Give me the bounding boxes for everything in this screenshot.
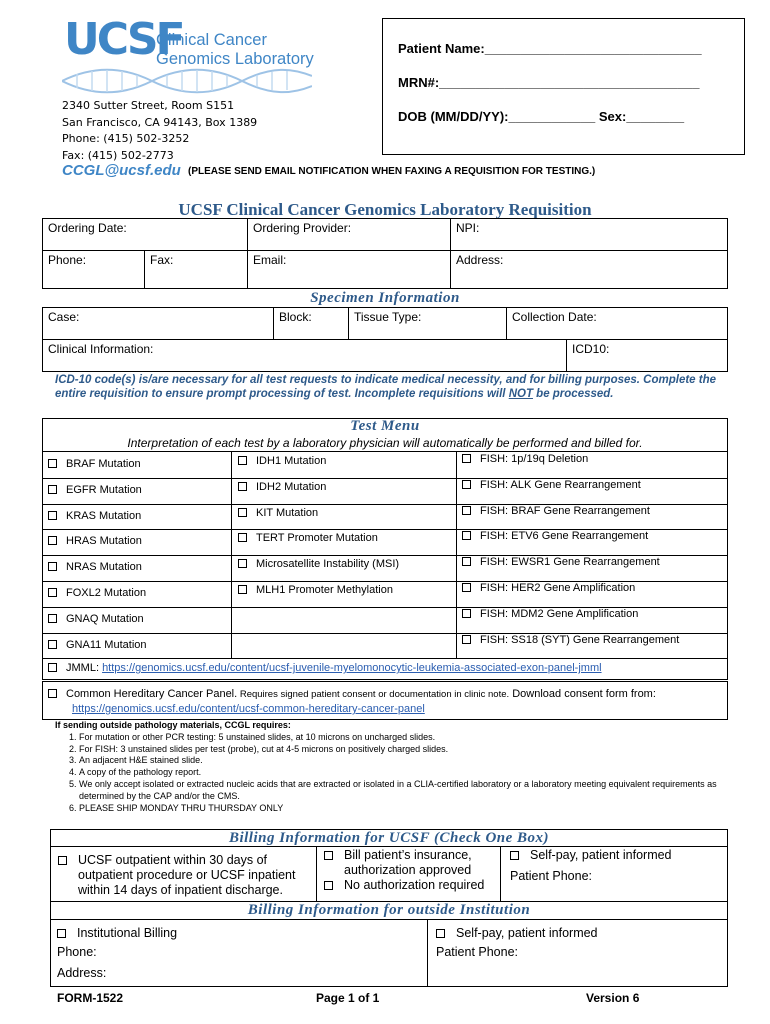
test-label: Microsatellite Instability (MSI)	[256, 558, 400, 570]
collection-date-label: Collection Date:	[512, 310, 597, 324]
lab-address	[62, 98, 257, 164]
hereditary-download: Download consent form from:	[509, 688, 656, 700]
jmml-link[interactable]: https://genomics.ucsf.edu/content/ucsf-juvenile-myelomonocytic-leukemia-associated-exon-panel-jmml	[102, 662, 602, 674]
lab-fax: Fax: (415) 502-2773	[62, 148, 174, 162]
test-label: EGFR Mutation	[66, 484, 142, 496]
test-checkbox[interactable]	[238, 455, 326, 467]
npi-label: NPI:	[456, 221, 480, 235]
menu-col-divider	[456, 452, 457, 658]
phone-field[interactable]	[42, 250, 145, 289]
lab-name-line2: Genomics Laboratory	[156, 50, 314, 68]
lab-name-line1: Clinical Cancer	[156, 31, 267, 49]
address-line2: San Francisco, CA 94143, Box 1389	[62, 115, 258, 129]
test-label: TERT Promoter Mutation	[256, 532, 378, 544]
checkbox-icon[interactable]	[238, 559, 247, 568]
form-title: UCSF Clinical Cancer Genomics Laboratory Requisition	[178, 200, 592, 219]
test-checkbox[interactable]	[48, 639, 147, 651]
institutional-billing-option[interactable]	[57, 926, 177, 941]
test-label: FISH: ETV6 Gene Rearrangement	[480, 530, 649, 542]
test-checkbox[interactable]	[462, 556, 660, 568]
bill-insurance-option[interactable]	[324, 848, 496, 878]
block-label: Block:	[279, 310, 312, 324]
ordering-date-field[interactable]	[42, 218, 248, 251]
email-note: (PLEASE SEND EMAIL NOTIFICATION WHEN FAXING A REQUISITION FOR TESTING.)	[188, 166, 596, 177]
jmml-checkbox[interactable]	[48, 662, 602, 674]
menu-col-divider	[231, 452, 232, 658]
lab-email[interactable]: CCGL@ucsf.edu	[62, 162, 181, 179]
hereditary-note: Requires signed patient consent or documentation in clinic note.	[237, 689, 510, 700]
requirements-list	[79, 732, 719, 815]
mrn-field[interactable]: MRN#:____________________________________	[398, 75, 700, 90]
test-label: FISH: HER2 Gene Amplification	[480, 582, 636, 594]
ucsf-outpatient-option[interactable]	[58, 853, 308, 898]
requirement-item: 5. We only accept isolated or extracted nucleic acids that are extracted or isolated in a CLIA-certified laboratory or a laboratory meeting equivalent requirements as determined by the CAP and/or the CMS.	[79, 779, 719, 803]
hereditary-checkbox[interactable]	[48, 688, 656, 700]
checkbox-icon[interactable]	[462, 583, 471, 592]
test-label: GNAQ Mutation	[66, 613, 144, 625]
patient-name-field[interactable]: Patient Name:______________________________	[398, 41, 702, 56]
test-checkbox[interactable]	[462, 530, 648, 542]
test-label: FISH: MDM2 Gene Amplification	[480, 608, 639, 620]
test-checkbox[interactable]	[238, 532, 378, 544]
ordering-provider-field[interactable]	[247, 218, 451, 251]
test-menu-subtitle: Interpretation of each test by a laboratory physician will automatically be performed and billed for.	[127, 436, 643, 450]
test-checkbox[interactable]	[48, 535, 142, 547]
clinical-info-field[interactable]	[42, 339, 567, 372]
checkbox-icon[interactable]	[462, 454, 471, 463]
patient-info-box	[382, 18, 745, 155]
checkbox-icon[interactable]	[48, 588, 57, 597]
menu-row-divider	[42, 658, 728, 659]
email-label: Email:	[253, 253, 287, 267]
test-label: FISH: ALK Gene Rearrangement	[480, 479, 641, 491]
test-checkbox[interactable]	[462, 634, 679, 646]
test-menu-title: Test Menu	[350, 418, 420, 434]
test-checkbox[interactable]	[48, 587, 146, 599]
outside-phone-field[interactable]: Phone:	[57, 945, 97, 959]
version: Version 6	[586, 991, 640, 1005]
tissue-type-label: Tissue Type:	[354, 310, 422, 324]
collection-date-field[interactable]	[506, 307, 728, 340]
checkbox-icon[interactable]	[48, 663, 57, 672]
test-label: IDH1 Mutation	[256, 455, 327, 467]
no-auth-label: No authorization required	[344, 878, 485, 892]
clinical-info-label: Clinical Information:	[48, 342, 154, 356]
billing-divider	[50, 919, 728, 920]
checkbox-icon[interactable]	[324, 881, 333, 890]
checkbox-icon[interactable]	[324, 851, 333, 860]
jmml-label: JMML:	[66, 662, 103, 674]
test-label: FISH: EWSR1 Gene Rearrangement	[480, 556, 660, 568]
test-checkbox[interactable]	[238, 558, 399, 570]
checkbox-icon[interactable]	[57, 929, 66, 938]
icd-note-end: be processed.	[532, 388, 614, 400]
billing-divider	[500, 846, 501, 902]
test-label: KIT Mutation	[256, 507, 319, 519]
test-label: NRAS Mutation	[66, 561, 142, 573]
test-label: FISH: SS18 (SYT) Gene Rearrangement	[480, 634, 680, 646]
billing-outside-title: Billing Information for outside Institution	[247, 902, 531, 918]
hereditary-link[interactable]: https://genomics.ucsf.edu/content/ucsf-common-hereditary-cancer-panel	[72, 703, 425, 715]
test-label: KRAS Mutation	[66, 510, 142, 522]
test-checkbox[interactable]	[48, 484, 142, 496]
case-label: Case:	[48, 310, 80, 324]
checkbox-icon[interactable]	[48, 614, 57, 623]
no-auth-option[interactable]	[324, 878, 496, 893]
address-field[interactable]	[450, 250, 728, 289]
icd10-field[interactable]	[566, 339, 728, 372]
form-number: FORM-1522	[57, 991, 124, 1005]
menu-divider	[42, 451, 728, 452]
icd-note-text: ICD-10 code(s) is/are necessary for all test requests to indicate medical necessity, and for billing purposes. Complete the entire requisition to ensure prompt processing of test. Incomplete requisitions will	[55, 374, 717, 400]
test-checkbox[interactable]	[462, 479, 641, 491]
test-checkbox[interactable]	[48, 458, 141, 470]
checkbox-icon[interactable]	[48, 640, 57, 649]
checkbox-icon[interactable]	[462, 531, 471, 540]
npi-field[interactable]	[450, 218, 728, 251]
checkbox-icon[interactable]	[462, 635, 471, 644]
checkbox-icon[interactable]	[462, 480, 471, 489]
billing-ucsf-title: Billing Information for UCSF (Check One Box)	[228, 830, 550, 846]
checkbox-icon[interactable]	[238, 533, 247, 542]
institutional-billing-label: Institutional Billing	[77, 926, 178, 940]
address-line1: 2340 Sutter Street, Room S151	[62, 99, 235, 112]
requirement-item: 2. For FISH: 3 unstained slides per test (probe), cut at 4-5 microns on positively charged slides.	[79, 744, 719, 756]
checkbox-icon[interactable]	[48, 562, 57, 571]
test-label: HRAS Mutation	[66, 535, 142, 547]
checkbox-icon[interactable]	[48, 536, 57, 545]
page-number: Page 1 of 1	[316, 991, 380, 1005]
fax-label: Fax:	[150, 253, 174, 267]
test-checkbox[interactable]	[462, 505, 650, 517]
checkbox-icon[interactable]	[48, 511, 57, 520]
icd10-label: ICD10:	[572, 342, 610, 356]
tissue-type-field[interactable]	[348, 307, 507, 340]
ucsf-outpatient-label: UCSF outpatient within 30 days of outpatient procedure or UCSF inpatient within 14 days of inpatient discharge.	[78, 853, 296, 897]
checkbox-icon[interactable]	[238, 585, 247, 594]
test-checkbox[interactable]	[238, 507, 318, 519]
checkbox-icon[interactable]	[238, 456, 247, 465]
outside-address-field[interactable]: Address:	[57, 966, 107, 980]
patient-phone-ucsf[interactable]: Patient Phone:	[510, 869, 593, 883]
case-field[interactable]	[42, 307, 274, 340]
icd-note-not: NOT	[508, 388, 533, 400]
test-checkbox[interactable]	[48, 561, 142, 573]
requirement-item: 1. For mutation or other PCR testing: 5 unstained slides, at 10 microns on uncharged slides.	[79, 732, 719, 744]
test-checkbox[interactable]	[462, 453, 588, 465]
outside-requirements	[55, 720, 719, 814]
dob-sex-field[interactable]: DOB (MM/DD/YY):____________ Sex:________	[398, 109, 685, 124]
checkbox-icon[interactable]	[510, 851, 519, 860]
billing-divider	[427, 919, 428, 987]
checkbox-icon[interactable]	[462, 609, 471, 618]
self-pay-ucsf-option[interactable]	[510, 848, 725, 863]
test-label: BRAF Mutation	[66, 458, 141, 470]
ordering-date-label: Ordering Date:	[48, 221, 127, 235]
icd-note	[55, 373, 735, 401]
checkbox-icon[interactable]	[48, 689, 57, 698]
test-checkbox[interactable]	[238, 584, 393, 596]
patient-phone-outside[interactable]: Patient Phone:	[436, 945, 519, 959]
test-label: FISH: BRAF Gene Rearrangement	[480, 505, 650, 517]
ordering-provider-label: Ordering Provider:	[253, 221, 352, 235]
dna-helix-icon	[62, 66, 312, 96]
checkbox-icon[interactable]	[462, 557, 471, 566]
specimen-section-title: Specimen Information	[310, 290, 460, 306]
test-label: FISH: 1p/19q Deletion	[480, 453, 589, 465]
hereditary-label: Common Hereditary Cancer Panel.	[66, 688, 238, 700]
test-label: MLH1 Promoter Methylation	[256, 584, 393, 596]
checkbox-icon[interactable]	[48, 459, 57, 468]
test-label: IDH2 Mutation	[256, 481, 327, 493]
checkbox-icon[interactable]	[436, 929, 445, 938]
test-checkbox[interactable]	[48, 510, 141, 522]
requirement-item: 4. A copy of the pathology report.	[79, 767, 719, 779]
self-pay-outside-label: Self-pay, patient informed	[456, 926, 598, 940]
checkbox-icon[interactable]	[462, 506, 471, 515]
lab-name	[156, 31, 314, 69]
lab-phone: Phone: (415) 502-3252	[62, 132, 190, 145]
address-label: Address:	[456, 253, 504, 267]
test-label: FOXL2 Mutation	[66, 587, 147, 599]
checkbox-icon[interactable]	[58, 856, 67, 865]
billing-divider	[316, 846, 317, 902]
ucsf-logo: UCSF	[64, 14, 183, 65]
test-label: GNA11 Mutation	[66, 639, 147, 651]
fax-field[interactable]	[144, 250, 248, 289]
checkbox-icon[interactable]	[238, 482, 247, 491]
email-field[interactable]	[247, 250, 451, 289]
test-checkbox[interactable]	[48, 613, 144, 625]
test-checkbox[interactable]	[462, 582, 635, 594]
phone-label: Phone:	[48, 253, 87, 267]
requirement-item: 3. An adjacent H&E stained slide.	[79, 755, 719, 767]
checkbox-icon[interactable]	[238, 508, 247, 517]
test-checkbox[interactable]	[238, 481, 326, 493]
self-pay-outside-option[interactable]	[436, 926, 598, 941]
checkbox-icon[interactable]	[48, 485, 57, 494]
bill-insurance-label: Bill patient’s insurance, authorization approved	[344, 848, 472, 877]
outside-heading: If sending outside pathology materials, CCGL requires:	[55, 720, 291, 730]
test-checkbox[interactable]	[462, 608, 638, 620]
billing-divider	[50, 846, 728, 847]
block-field[interactable]	[273, 307, 349, 340]
requirement-item: 6. PLEASE SHIP MONDAY THRU THURSDAY ONLY	[79, 803, 719, 815]
self-pay-ucsf-label: Self-pay, patient informed	[530, 848, 672, 862]
